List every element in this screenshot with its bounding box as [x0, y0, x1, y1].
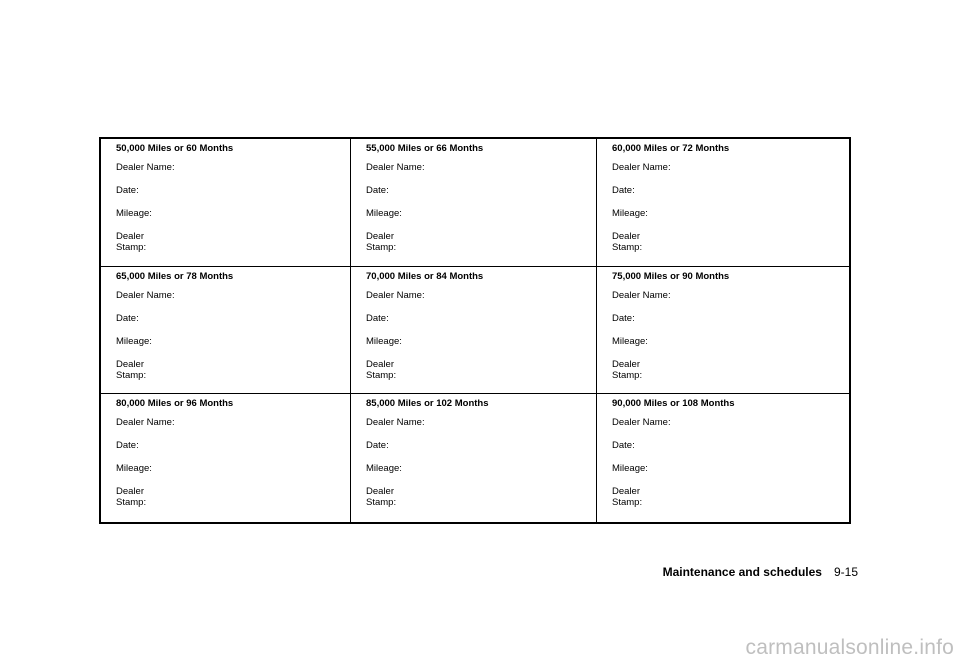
date-label: Date: — [612, 440, 635, 452]
dealer-name-label: Dealer Name: — [366, 162, 425, 173]
maintenance-record-table — [99, 137, 851, 524]
dealer-stamp-line1: Dealer — [366, 358, 394, 370]
service-record-cell — [101, 139, 351, 267]
dealer-stamp-label — [366, 486, 596, 508]
dealer-stamp-line2: Stamp: — [366, 369, 397, 381]
mileage-label: Mileage: — [366, 463, 402, 475]
dealer-stamp-label — [366, 359, 596, 381]
date-label: Date: — [612, 185, 635, 196]
dealer-stamp-line1: Dealer — [612, 358, 640, 370]
dealer-name-label: Dealer Name: — [612, 417, 671, 429]
page-number: 9-15 — [833, 565, 858, 579]
dealer-stamp-label — [612, 486, 849, 508]
dealer-stamp-line1: Dealer — [116, 358, 144, 370]
page-footer — [663, 565, 858, 579]
dealer-name-label: Dealer Name: — [612, 162, 671, 173]
dealer-stamp-line2: Stamp: — [366, 242, 397, 253]
dealer-name-label: Dealer Name: — [116, 417, 175, 429]
mileage-label: Mileage: — [612, 463, 648, 475]
mileage-label: Mileage: — [366, 208, 402, 219]
service-record-cell — [597, 139, 849, 267]
site-watermark: carmanualsonline.info — [745, 636, 954, 659]
dealer-name-label: Dealer Name: — [612, 289, 671, 301]
dealer-stamp-label — [116, 486, 350, 508]
date-label: Date: — [366, 440, 389, 452]
date-label: Date: — [116, 185, 139, 196]
date-label: Date: — [116, 312, 139, 324]
service-record-cell — [351, 139, 597, 267]
dealer-stamp-line1: Dealer — [612, 486, 640, 498]
service-interval-heading: 75,000 Miles or 90 Months — [612, 270, 730, 282]
dealer-stamp-line1: Dealer — [612, 231, 640, 242]
service-interval-heading: 80,000 Miles or 96 Months — [116, 398, 234, 410]
service-record-cell — [101, 394, 351, 522]
service-interval-heading: 70,000 Miles or 84 Months — [366, 270, 484, 282]
dealer-stamp-line2: Stamp: — [366, 497, 397, 509]
dealer-stamp-label — [366, 231, 596, 253]
dealer-stamp-line1: Dealer — [366, 231, 394, 242]
service-interval-heading: 50,000 Miles or 60 Months — [116, 143, 234, 154]
dealer-name-label: Dealer Name: — [116, 162, 175, 173]
service-record-cell — [597, 394, 849, 522]
service-interval-heading: 55,000 Miles or 66 Months — [366, 143, 484, 154]
dealer-name-label: Dealer Name: — [366, 417, 425, 429]
dealer-stamp-line1: Dealer — [366, 486, 394, 498]
service-interval-heading: 65,000 Miles or 78 Months — [116, 270, 234, 282]
dealer-stamp-line2: Stamp: — [612, 497, 643, 509]
service-interval-heading: 60,000 Miles or 72 Months — [612, 143, 730, 154]
service-interval-heading: 90,000 Miles or 108 Months — [612, 398, 735, 410]
service-record-cell — [101, 267, 351, 395]
dealer-stamp-label — [116, 231, 350, 253]
dealer-stamp-label — [612, 231, 849, 253]
mileage-label: Mileage: — [366, 335, 402, 347]
dealer-stamp-line2: Stamp: — [612, 242, 643, 253]
date-label: Date: — [366, 185, 389, 196]
service-interval-heading: 85,000 Miles or 102 Months — [366, 398, 489, 410]
dealer-name-label: Dealer Name: — [116, 289, 175, 301]
mileage-label: Mileage: — [116, 208, 152, 219]
mileage-label: Mileage: — [612, 335, 648, 347]
date-label: Date: — [366, 312, 389, 324]
section-title: Maintenance and schedules — [662, 565, 822, 579]
dealer-stamp-line2: Stamp: — [116, 242, 147, 253]
date-label: Date: — [612, 312, 635, 324]
dealer-name-label: Dealer Name: — [366, 289, 425, 301]
service-record-cell — [351, 267, 597, 395]
mileage-label: Mileage: — [612, 208, 648, 219]
dealer-stamp-line1: Dealer — [116, 231, 144, 242]
mileage-label: Mileage: — [116, 463, 152, 475]
service-record-cell — [351, 394, 597, 522]
dealer-stamp-line2: Stamp: — [116, 497, 147, 509]
dealer-stamp-line1: Dealer — [116, 486, 144, 498]
dealer-stamp-line2: Stamp: — [612, 369, 643, 381]
dealer-stamp-line2: Stamp: — [116, 369, 147, 381]
mileage-label: Mileage: — [116, 335, 152, 347]
dealer-stamp-label — [116, 359, 350, 381]
service-record-cell — [597, 267, 849, 395]
date-label: Date: — [116, 440, 139, 452]
dealer-stamp-label — [612, 359, 849, 381]
